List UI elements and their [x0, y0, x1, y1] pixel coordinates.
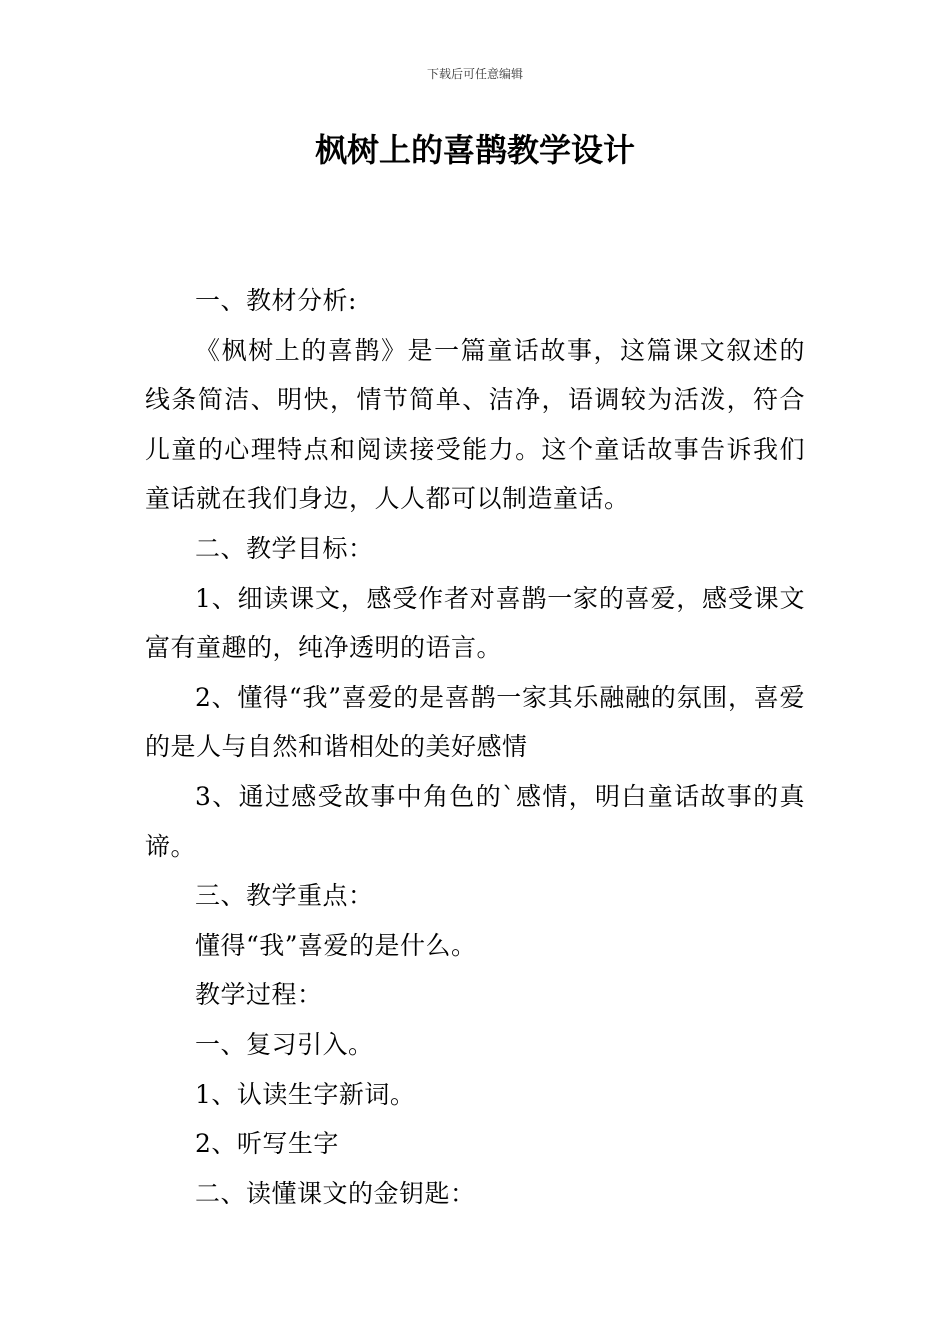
- teaching-goal-2: 2、懂得“我”喜爱的是喜鹊一家其乐融融的氛围，喜爱的是人与自然和谐相处的美好感情: [145, 682, 805, 762]
- process-step-review: 一、复习引入。: [195, 1029, 374, 1059]
- paragraph-teaching-focus: 懂得“我”喜爱的是什么。: [195, 930, 477, 960]
- document-body: [145, 276, 805, 1218]
- process-step-golden-key: 二、读懂课文的金钥匙：: [195, 1178, 476, 1208]
- teaching-goal-1: 1、细读课文，感受作者对喜鹊一家的喜爱，感受课文富有童趣的，纯净透明的语言。: [145, 583, 805, 663]
- section-heading-teaching-process: 教学过程：: [195, 980, 323, 1010]
- process-substep-1: 1、认读生字新词。: [195, 1079, 416, 1109]
- section-heading-material-analysis: 一、教材分析:: [195, 286, 357, 315]
- paragraph-material-analysis: 《枫树上的喜鹊》是一篇童话故事，这篇课文叙述的线条简洁、明快，情节简单、洁净，语调较为活泼，符合儿童的心理特点和阅读接受能力。这个童话故事告诉我们童话就在我们身边，人人都可以制造童话。: [145, 335, 805, 514]
- section-heading-teaching-focus: 三、教学重点：: [195, 881, 374, 911]
- teaching-goal-3: 3、通过感受故事中角色的`感情，明白童话故事的真谛。: [145, 781, 805, 861]
- page-header-note: 下载后可任意编辑: [426, 67, 523, 81]
- document-title: 枫树上的喜鹊教学设计: [314, 131, 635, 169]
- section-heading-teaching-goals: 二、教学目标：: [195, 533, 374, 563]
- process-substep-2: 2、听写生字: [195, 1129, 339, 1159]
